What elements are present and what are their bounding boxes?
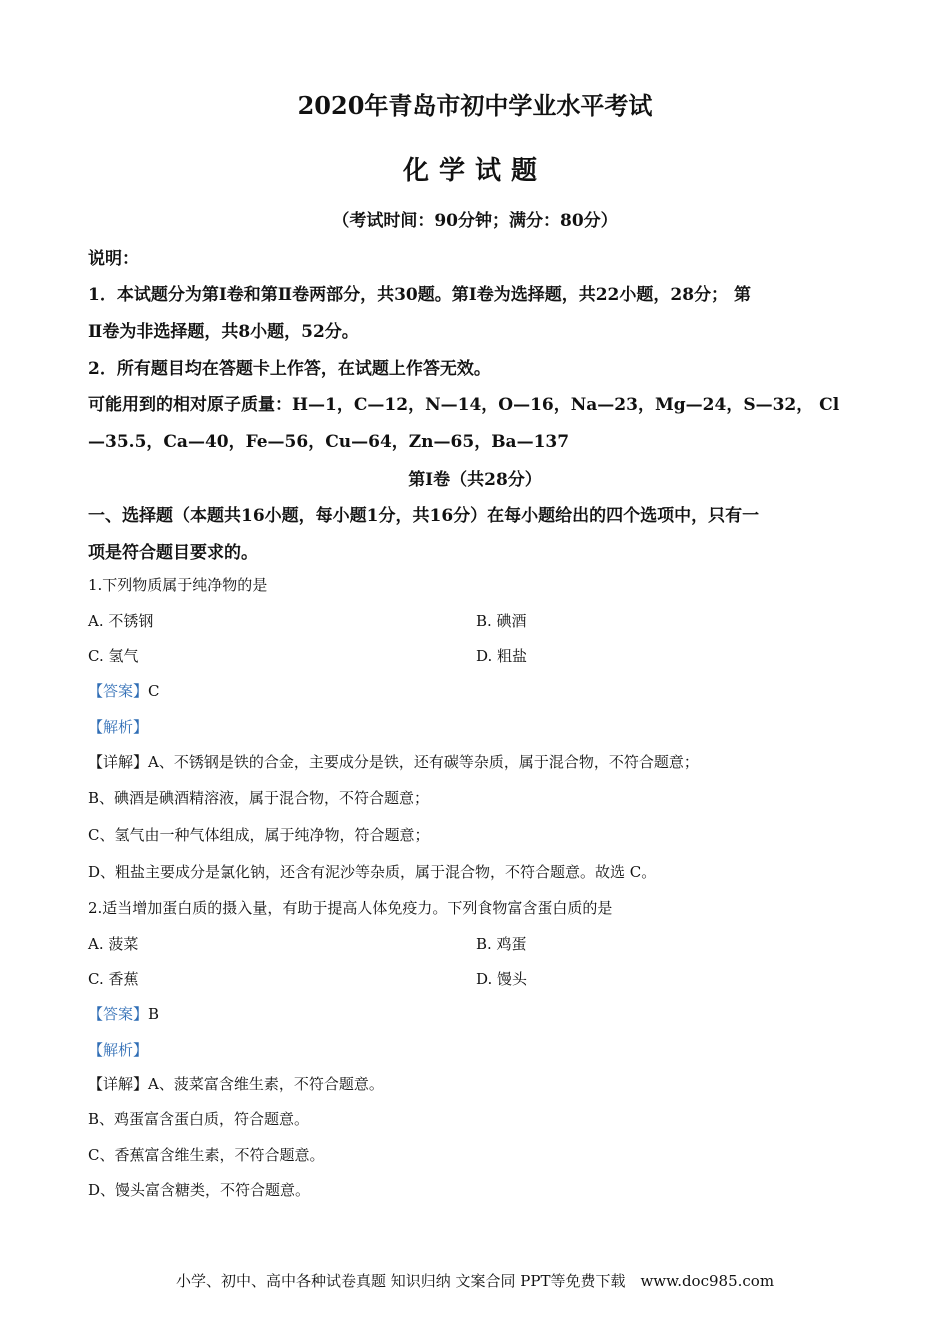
detail-label: 【详解】 xyxy=(88,1075,149,1093)
atomic-mass-line-1: 可能用到的相对原子质量：H—1，C—12，N—14，O—16，Na—23，Mg—24，S—32， Cl xyxy=(88,395,840,415)
answer-label: 【答案】 xyxy=(88,1005,149,1023)
question-1-explanation-a xyxy=(88,751,699,772)
question-1-analysis-label: 【解析】 xyxy=(88,718,149,736)
question-2-explanation-c: C、香蕉富含维生素，不符合题意。 xyxy=(88,1146,325,1164)
explanation-text: A、不锈钢是铁的合金，主要成分是铁，还有碳等杂质，属于混合物，不符合题意； xyxy=(148,753,699,771)
question-2-stem: 2.适当增加蛋白质的摄入量，有助于提高人体免疫力。下列食物富含蛋白质的是 xyxy=(88,899,613,917)
answer-label: 【答案】 xyxy=(88,682,149,700)
exam-title: 2020年青岛市初中学业水平考试 xyxy=(297,91,653,120)
section-1-line-1: 一、选择题（本题共16小题，每小题1分，共16分）在每小题给出的四个选项中，只有一 xyxy=(88,506,760,526)
question-2-option-c: C. 香蕉 xyxy=(88,970,139,988)
question-2-explanation-d: D、馒头富含糖类，不符合题意。 xyxy=(88,1181,311,1199)
question-2-option-a: A. 菠菜 xyxy=(88,935,139,953)
question-2-option-d: D. 馒头 xyxy=(476,970,528,988)
notes-item-1-line-1: 1．本试题分为第Ⅰ卷和第Ⅱ卷两部分，共30题。第Ⅰ卷为选择题，共22小题，28分； 第 xyxy=(88,285,751,305)
question-1-explanation-b: B、碘酒是碘酒精溶液，属于混合物，不符合题意； xyxy=(88,789,430,807)
question-1-answer xyxy=(88,680,160,701)
question-1-explanation-c: C、氢气由一种气体组成，属于纯净物，符合题意； xyxy=(88,826,430,844)
question-1-explanation-d: D、粗盐主要成分是氯化钠，还含有泥沙等杂质，属于混合物，不符合题意。故选 C。 xyxy=(88,863,657,881)
section-1-line-2: 项是符合题目要求的。 xyxy=(88,543,258,563)
notes-item-1-line-2: Ⅱ卷为非选择题，共8小题，52分。 xyxy=(88,322,359,342)
atomic-mass-line-2: —35.5，Ca—40，Fe—56，Cu—64，Zn—65，Ba—137 xyxy=(88,432,570,452)
part-1-heading: 第Ⅰ卷（共28分） xyxy=(408,470,542,490)
exam-time-info: （考试时间：90分钟；满分：80分） xyxy=(332,211,618,231)
detail-label: 【详解】 xyxy=(88,753,149,771)
question-1-stem: 1.下列物质属于纯净物的是 xyxy=(88,576,268,594)
question-2-explanation-a xyxy=(88,1073,384,1094)
answer-value: C xyxy=(148,682,160,700)
question-1-option-a: A. 不锈钢 xyxy=(88,612,154,630)
question-2-answer xyxy=(88,1003,159,1024)
question-2-explanation-b: B、鸡蛋富含蛋白质，符合题意。 xyxy=(88,1110,310,1128)
question-1-option-c: C. 氢气 xyxy=(88,647,139,665)
answer-value: B xyxy=(148,1005,160,1023)
notes-item-2: 2．所有题目均在答题卡上作答，在试题上作答无效。 xyxy=(88,359,491,379)
explanation-text: A、菠菜富含维生素，不符合题意。 xyxy=(148,1075,384,1093)
question-2-option-b: B. 鸡蛋 xyxy=(476,935,527,953)
question-2-analysis-label: 【解析】 xyxy=(88,1041,149,1059)
exam-subject: 化学试题 xyxy=(402,156,547,186)
footer-text: 小学、初中、高中各种试卷真题 知识归纳 文案合同 PPT等免费下载 www.doc985.com xyxy=(175,1272,775,1290)
question-1-option-b: B. 碘酒 xyxy=(476,612,527,630)
notes-heading: 说明： xyxy=(88,249,139,269)
question-1-option-d: D. 粗盐 xyxy=(476,647,528,665)
